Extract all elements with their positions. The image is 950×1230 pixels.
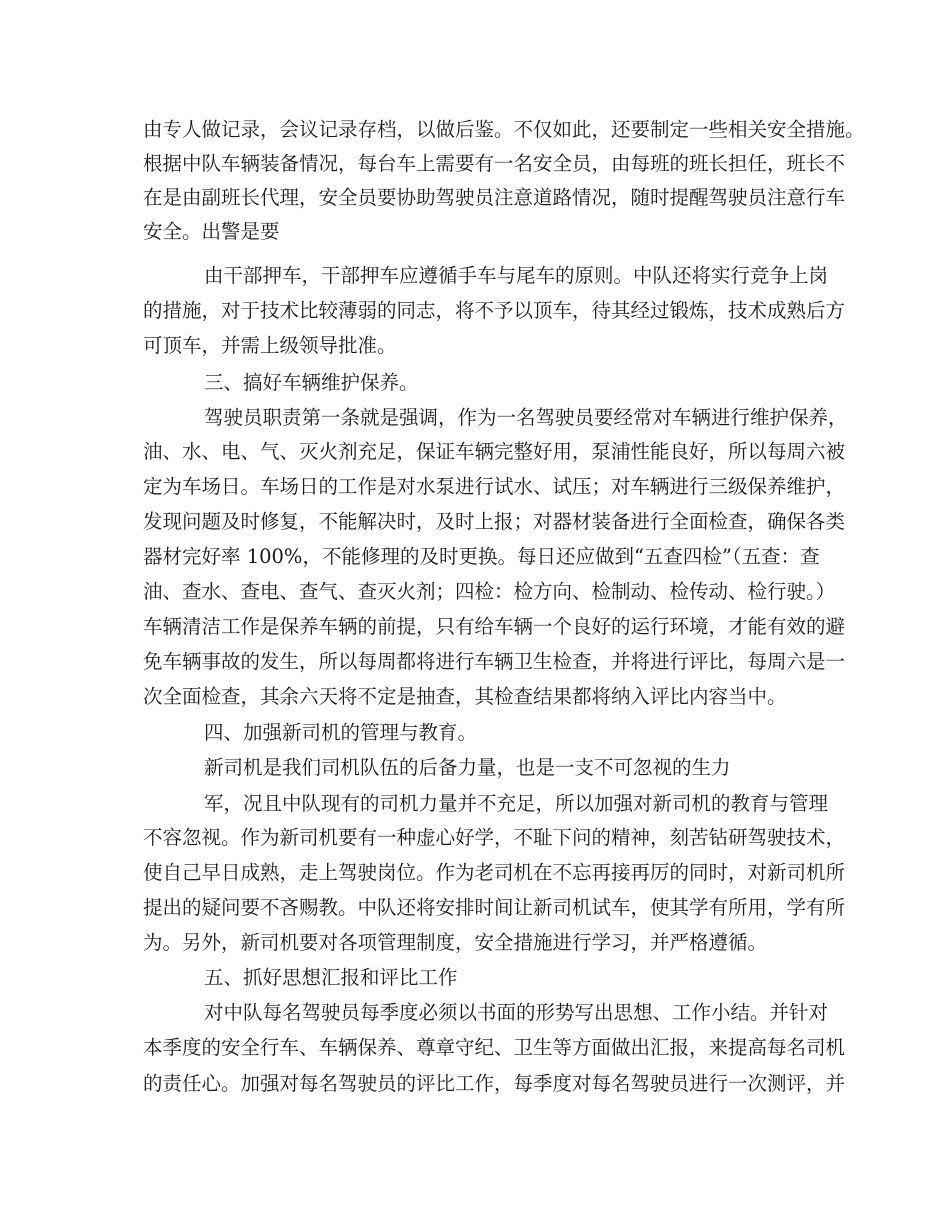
text-line: 的措施，对于技术比较薄弱的同志，将不予以顶车，待其经过锻炼，技术成熟后方 [143,299,846,322]
text-line: 安全。出警是要 [143,220,280,243]
text-line: 油、查水、查电、查气、查灭火剂；四检：检方向、检制动、检传动、检行驶。） [143,580,836,603]
text-line: 发现问题及时修复，不能解决时，及时上报；对器材装备进行全面检查，确保各类 [143,510,846,533]
text-line: 在是由副班长代理，安全员要协助驾驶员注意道路情况，随时提醒驾驶员注意行车 [143,186,846,209]
text-line: 油、水、电、气、灭火剂充足，保证车辆完整好用，泵浦性能良好，所以每周六被 [143,440,846,463]
text-line: 驾驶员职责第一条就是强调，作为一名驾驶员要经常对车辆进行维护保养， [204,406,848,429]
text-line: 对中队每名驾驶员每季度必须以书面的形势写出思想、工作小结。并针对 [204,1001,829,1024]
text-line: 次全面检查，其余六天将不定是抽查，其检查结果都将纳入评比内容当中。 [143,685,787,708]
text-line: 由干部押车，干部押车应遵循手车与尾车的原则。中队还将实行竞争上岗 [204,264,829,287]
text-line: 车辆清洁工作是保养车辆的前提，只有给车辆一个良好的运行环境，才能有效的避 [143,615,846,638]
section-heading: 五、抓好思想汇报和评比工作 [204,966,458,989]
text-line: 的责任心。加强对每名驾驶员的评比工作，每季度对每名驾驶员进行一次测评，并 [143,1072,846,1095]
text-line: 军，况且中队现有的司机力量并不充足，所以加强对新司机的教育与管理 [204,792,829,815]
text-line: 不容忽视。作为新司机要有一种虚心好学，不耻下问的精神，刻苦钻研驾驶技术， [143,826,846,849]
text-line: 本季度的安全行车、车辆保养、尊章守纪、卫生等方面做出汇报，来提高每名司机 [143,1036,846,1059]
text-line: 新司机是我们司机队伍的后备力量，也是一支不可忽视的生力 [204,756,731,779]
text-line: 由专人做记录，会议记录存档，以做后鉴。不仅如此，还要制定一些相关安全措施。 [143,118,865,141]
text-line: 免车辆事故的发生，所以每周都将进行车辆卫生检查，并将进行评比，每周六是一 [143,650,846,673]
text-line: 使自己早日成熟，走上驾驶岗位。作为老司机在不忘再接再厉的同时，对新司机所 [143,861,846,884]
text-line: 为。另外，新司机要对各项管理制度，安全措施进行学习，并严格遵循。 [143,931,768,954]
text-line: 提出的疑问要不吝赐教。中队还将安排时间让新司机试车，使其学有所用，学有所 [143,896,846,919]
text-line: 器材完好率 100%，不能修理的及时更换。每日还应做到“五查四检”（五查：查 [143,545,820,568]
text-line: 可顶车，并需上级领导批准。 [143,334,397,357]
section-heading: 三、搞好车辆维护保养。 [204,371,419,394]
text-line: 根据中队车辆装备情况，每台车上需要有一名安全员，由每班的班长担任，班长不 [143,152,846,175]
section-heading: 四、加强新司机的管理与教育。 [204,721,478,744]
text-line: 定为车场日。车场日的工作是对水泵进行试水、试压；对车辆进行三级保养维护， [143,475,846,498]
